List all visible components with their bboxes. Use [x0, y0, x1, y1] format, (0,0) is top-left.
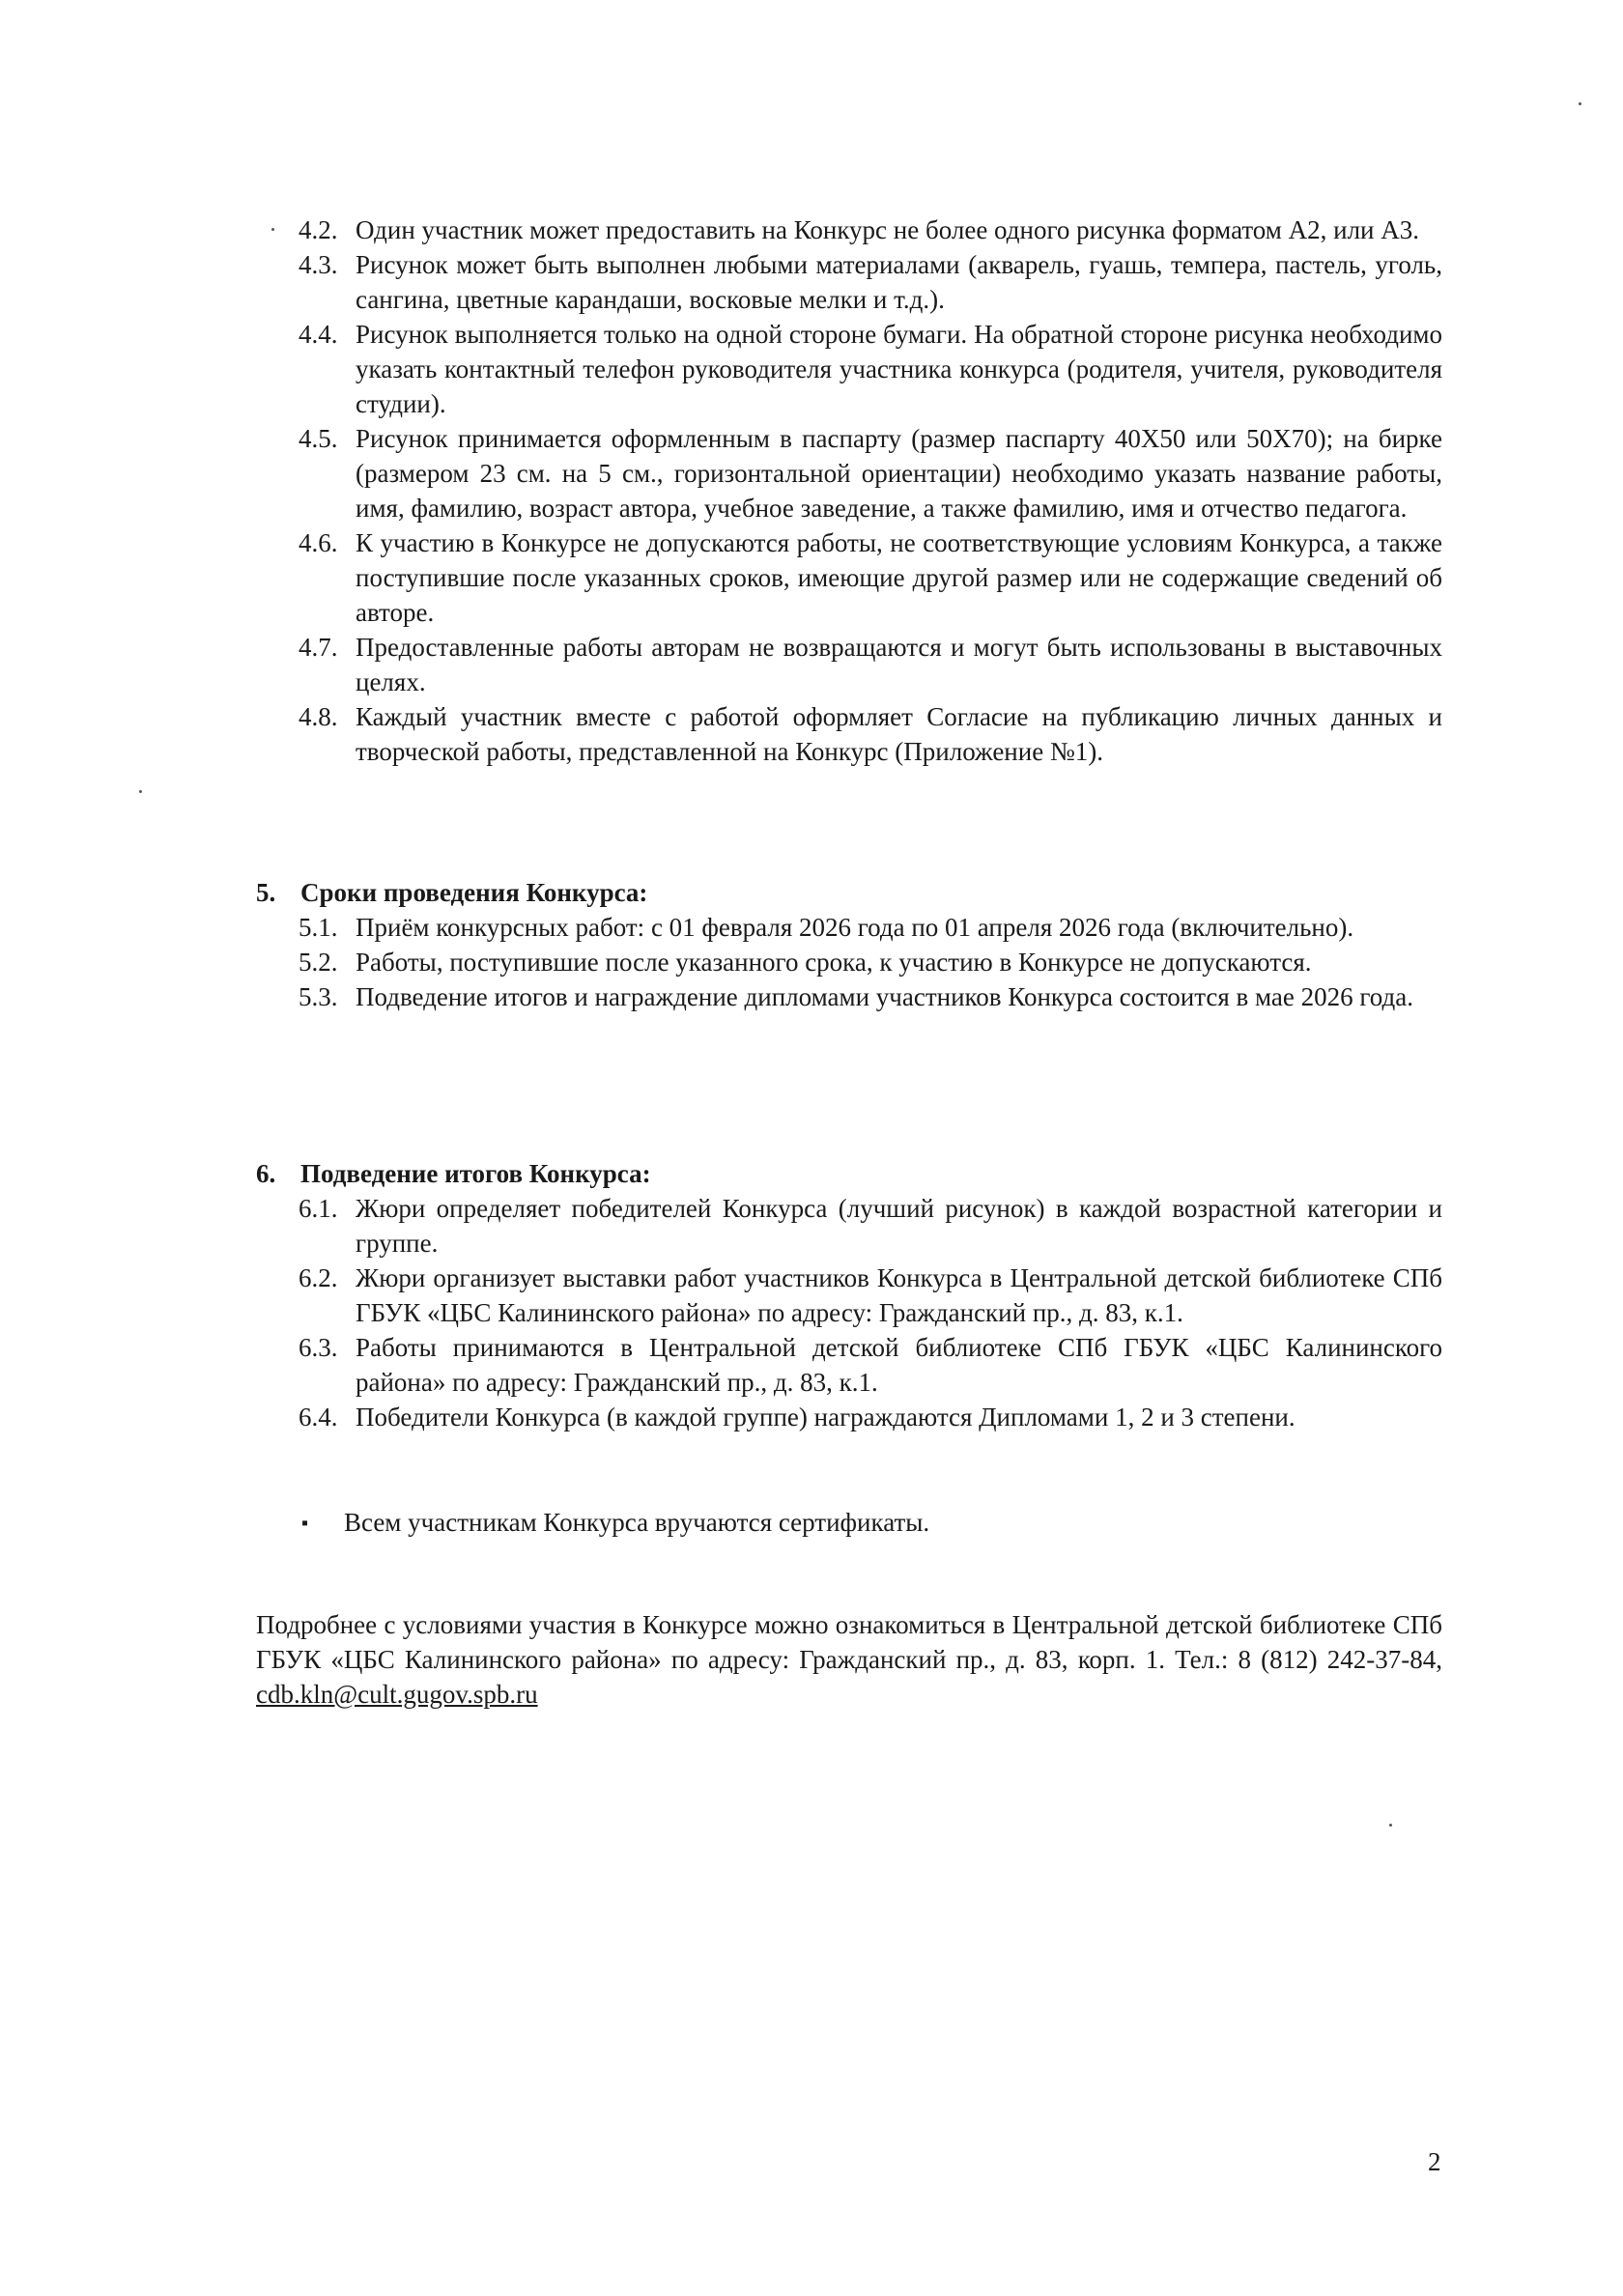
section-4-list — [0, 213, 1623, 769]
list-item-6-1 — [0, 1191, 1442, 1261]
list-item-5-2 — [0, 945, 1442, 979]
item-number: 4.7. — [299, 633, 338, 662]
item-text: Приём конкурсных работ: с 01 февраля 2026 года по 01 апреля 2026 года (включительно). — [356, 913, 1354, 942]
bullet-item — [301, 1505, 929, 1541]
list-item-4-2 — [0, 213, 1442, 247]
email-link[interactable]: cdb.kln@cult.gugov.spb.ru — [256, 1680, 538, 1709]
item-number: 4.8. — [299, 702, 338, 731]
section-title: Сроки проведения Конкурса: — [300, 878, 648, 907]
scan-speck — [271, 228, 274, 231]
section-5-list — [0, 910, 1623, 1014]
item-text: К участию в Конкурсе не допускаются работы, не соответствующие условиям Конкурса, а также поступившие после указанных сроков, имеющие другой размер или не содержащие сведений об авторе. — [356, 528, 1442, 627]
section-number: 6. — [256, 1159, 276, 1188]
list-item-4-4 — [0, 317, 1442, 421]
item-text: Победители Конкурса (в каждой группе) награждаются Дипломами 1, 2 и 3 степени. — [356, 1403, 1296, 1431]
scan-speck — [1389, 1824, 1392, 1827]
list-item-4-7 — [0, 630, 1442, 699]
item-number: 6.2. — [299, 1263, 338, 1292]
contact-text: Подробнее с условиями участия в Конкурсе можно ознакомиться в Центральной детской библиотеке СПб ГБУК «ЦБС Калининского района» по адресу: Гражданский пр., д. 83, корп. 1. Тел.: 8 (812) 242-37-84, — [256, 1610, 1442, 1674]
scan-speck — [139, 790, 142, 793]
list-item-4-3 — [0, 247, 1442, 317]
list-item-6-4 — [0, 1400, 1442, 1434]
item-text: Один участник может предоставить на Конкурс не более одного рисунка форматом А2, или А3. — [356, 215, 1419, 244]
item-text: Жюри определяет победителей Конкурса (лучший рисунок) в каждой возрастной категории и группе. — [356, 1194, 1442, 1258]
item-number: 5.2. — [299, 948, 338, 977]
item-number: 6.3. — [299, 1333, 338, 1362]
item-number: 4.4. — [299, 320, 338, 349]
item-number: 5.3. — [299, 982, 338, 1011]
list-item-4-6 — [0, 525, 1442, 630]
section-6-list — [0, 1191, 1623, 1434]
item-text: Рисунок выполняется только на одной стороне бумаги. На обратной стороне рисунка необходимо указать контактный телефон руководителя участника конкурса (родителя, учителя, руководителя студии). — [356, 320, 1442, 418]
section-number: 5. — [256, 878, 276, 907]
bullet-text: Всем участникам Конкурса вручаются сертификаты. — [344, 1508, 930, 1537]
scan-speck — [1579, 102, 1581, 105]
list-item-6-3 — [0, 1330, 1442, 1400]
item-number: 4.6. — [299, 528, 338, 557]
square-bullet-icon: ▪ — [301, 1513, 309, 1534]
item-text: Подведение итогов и награждение дипломами участников Конкурса состоится в мае 2026 года. — [356, 982, 1413, 1011]
item-text: Рисунок может быть выполнен любыми материалами (акварель, гуашь, темпера, пастель, уголь, сангина, цветные карандаши, восковые мелки и т.д.). — [356, 250, 1442, 314]
list-item-5-3 — [0, 979, 1442, 1014]
item-number: 5.1. — [299, 913, 338, 942]
item-text: Жюри организует выставки работ участников Конкурса в Центральной детской библиотеке СПб ГБУК «ЦБС Калининского района» по адресу: Гражданский пр., д. 83, к.1. — [356, 1263, 1442, 1327]
section-5-heading — [256, 875, 647, 910]
item-text: Работы принимаются в Центральной детской библиотеке СПб ГБУК «ЦБС Калининского района» по адресу: Гражданский пр., д. 83, к.1. — [356, 1333, 1442, 1397]
section-title: Подведение итогов Конкурса: — [300, 1159, 651, 1188]
item-text: Рисунок принимается оформленным в паспарту (размер паспарту 40Х50 или 50Х70); на бирке (размером 23 см. на 5 см., горизонтальной ориентации) необходимо указать название работы, имя, фамилию, возраст автора, учебное заведение, а также фамилию, имя и отчество педагога. — [356, 424, 1442, 523]
list-item-4-8 — [0, 699, 1442, 769]
list-item-5-1 — [0, 910, 1442, 945]
contact-paragraph — [256, 1607, 1442, 1712]
item-number: 4.2. — [299, 215, 338, 244]
item-text: Предоставленные работы авторам не возвращаются и могут быть использованы в выставочных целях. — [356, 633, 1442, 696]
item-number: 6.1. — [299, 1194, 338, 1223]
item-text: Работы, поступившие после указанного срока, к участию в Конкурсе не допускаются. — [356, 948, 1312, 977]
item-number: 6.4. — [299, 1403, 338, 1431]
item-text: Каждый участник вместе с работой оформляет Согласие на публикацию личных данных и творческой работы, представленной на Конкурс (Приложение №1). — [356, 702, 1442, 766]
item-number: 4.5. — [299, 424, 338, 453]
list-item-6-2 — [0, 1261, 1442, 1330]
page-number: 2 — [1428, 2147, 1441, 2176]
section-6-heading — [256, 1156, 651, 1191]
list-item-4-5 — [0, 421, 1442, 525]
item-number: 4.3. — [299, 250, 338, 279]
